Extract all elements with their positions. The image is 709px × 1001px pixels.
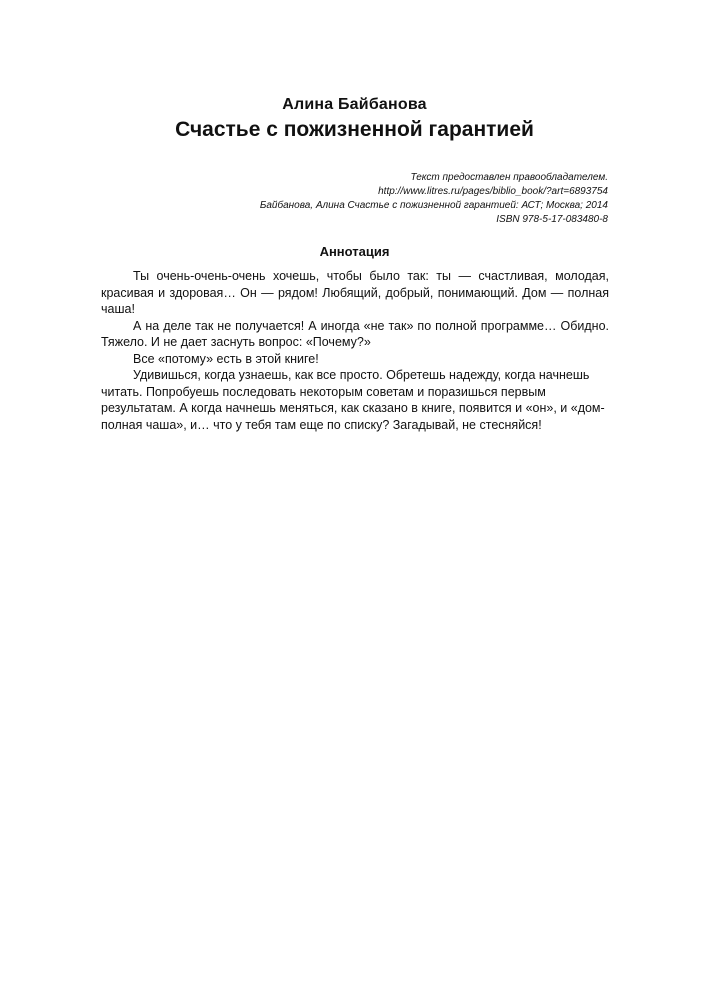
bibliographic-record: Байбанова, Алина Счастье с пожизненной гарантией: АСТ; Москва; 2014 xyxy=(259,200,608,211)
annotation-heading: Аннотация xyxy=(319,244,390,259)
book-title: Счастье с пожизненной гарантией xyxy=(175,118,534,141)
annotation-paragraph: Ты очень-очень-очень хочешь, чтобы было так: ты — счастливая, молодая, красивая и здоровая… Он — рядом! Любящий, добрый, понимающий. Дом — полная чаша! xyxy=(101,269,609,316)
isbn: ISBN 978-5-17-083480-8 xyxy=(496,214,608,225)
rights-holder-note: Текст предоставлен правообладателем. xyxy=(410,172,608,183)
book-author: Алина Байбанова xyxy=(282,96,427,113)
annotation-body xyxy=(101,268,609,433)
publication-meta xyxy=(260,171,608,227)
annotation-paragraph: Удивишься, когда узнаешь, как все просто. Обретешь надежду, когда начнешь читать. Попробуешь последовать некоторым советам и поразишься первым результатам. А когда начнешь меняться, как сказано в книге, появится и «он», и «дом-полная чаша», и… что у тебя там еще по списку? Загадывай, не стесняйся! xyxy=(101,368,605,432)
annotation-paragraph: Все «потому» есть в этой книге! xyxy=(133,351,319,366)
source-url: http://www.litres.ru/pages/biblio_book/?art=6893754 xyxy=(378,186,608,197)
annotation-paragraph: А на деле так не получается! А иногда «не так» по полной программе… Обидно. Тяжело. И не дает заснуть вопрос: «Почему?» xyxy=(101,318,609,349)
